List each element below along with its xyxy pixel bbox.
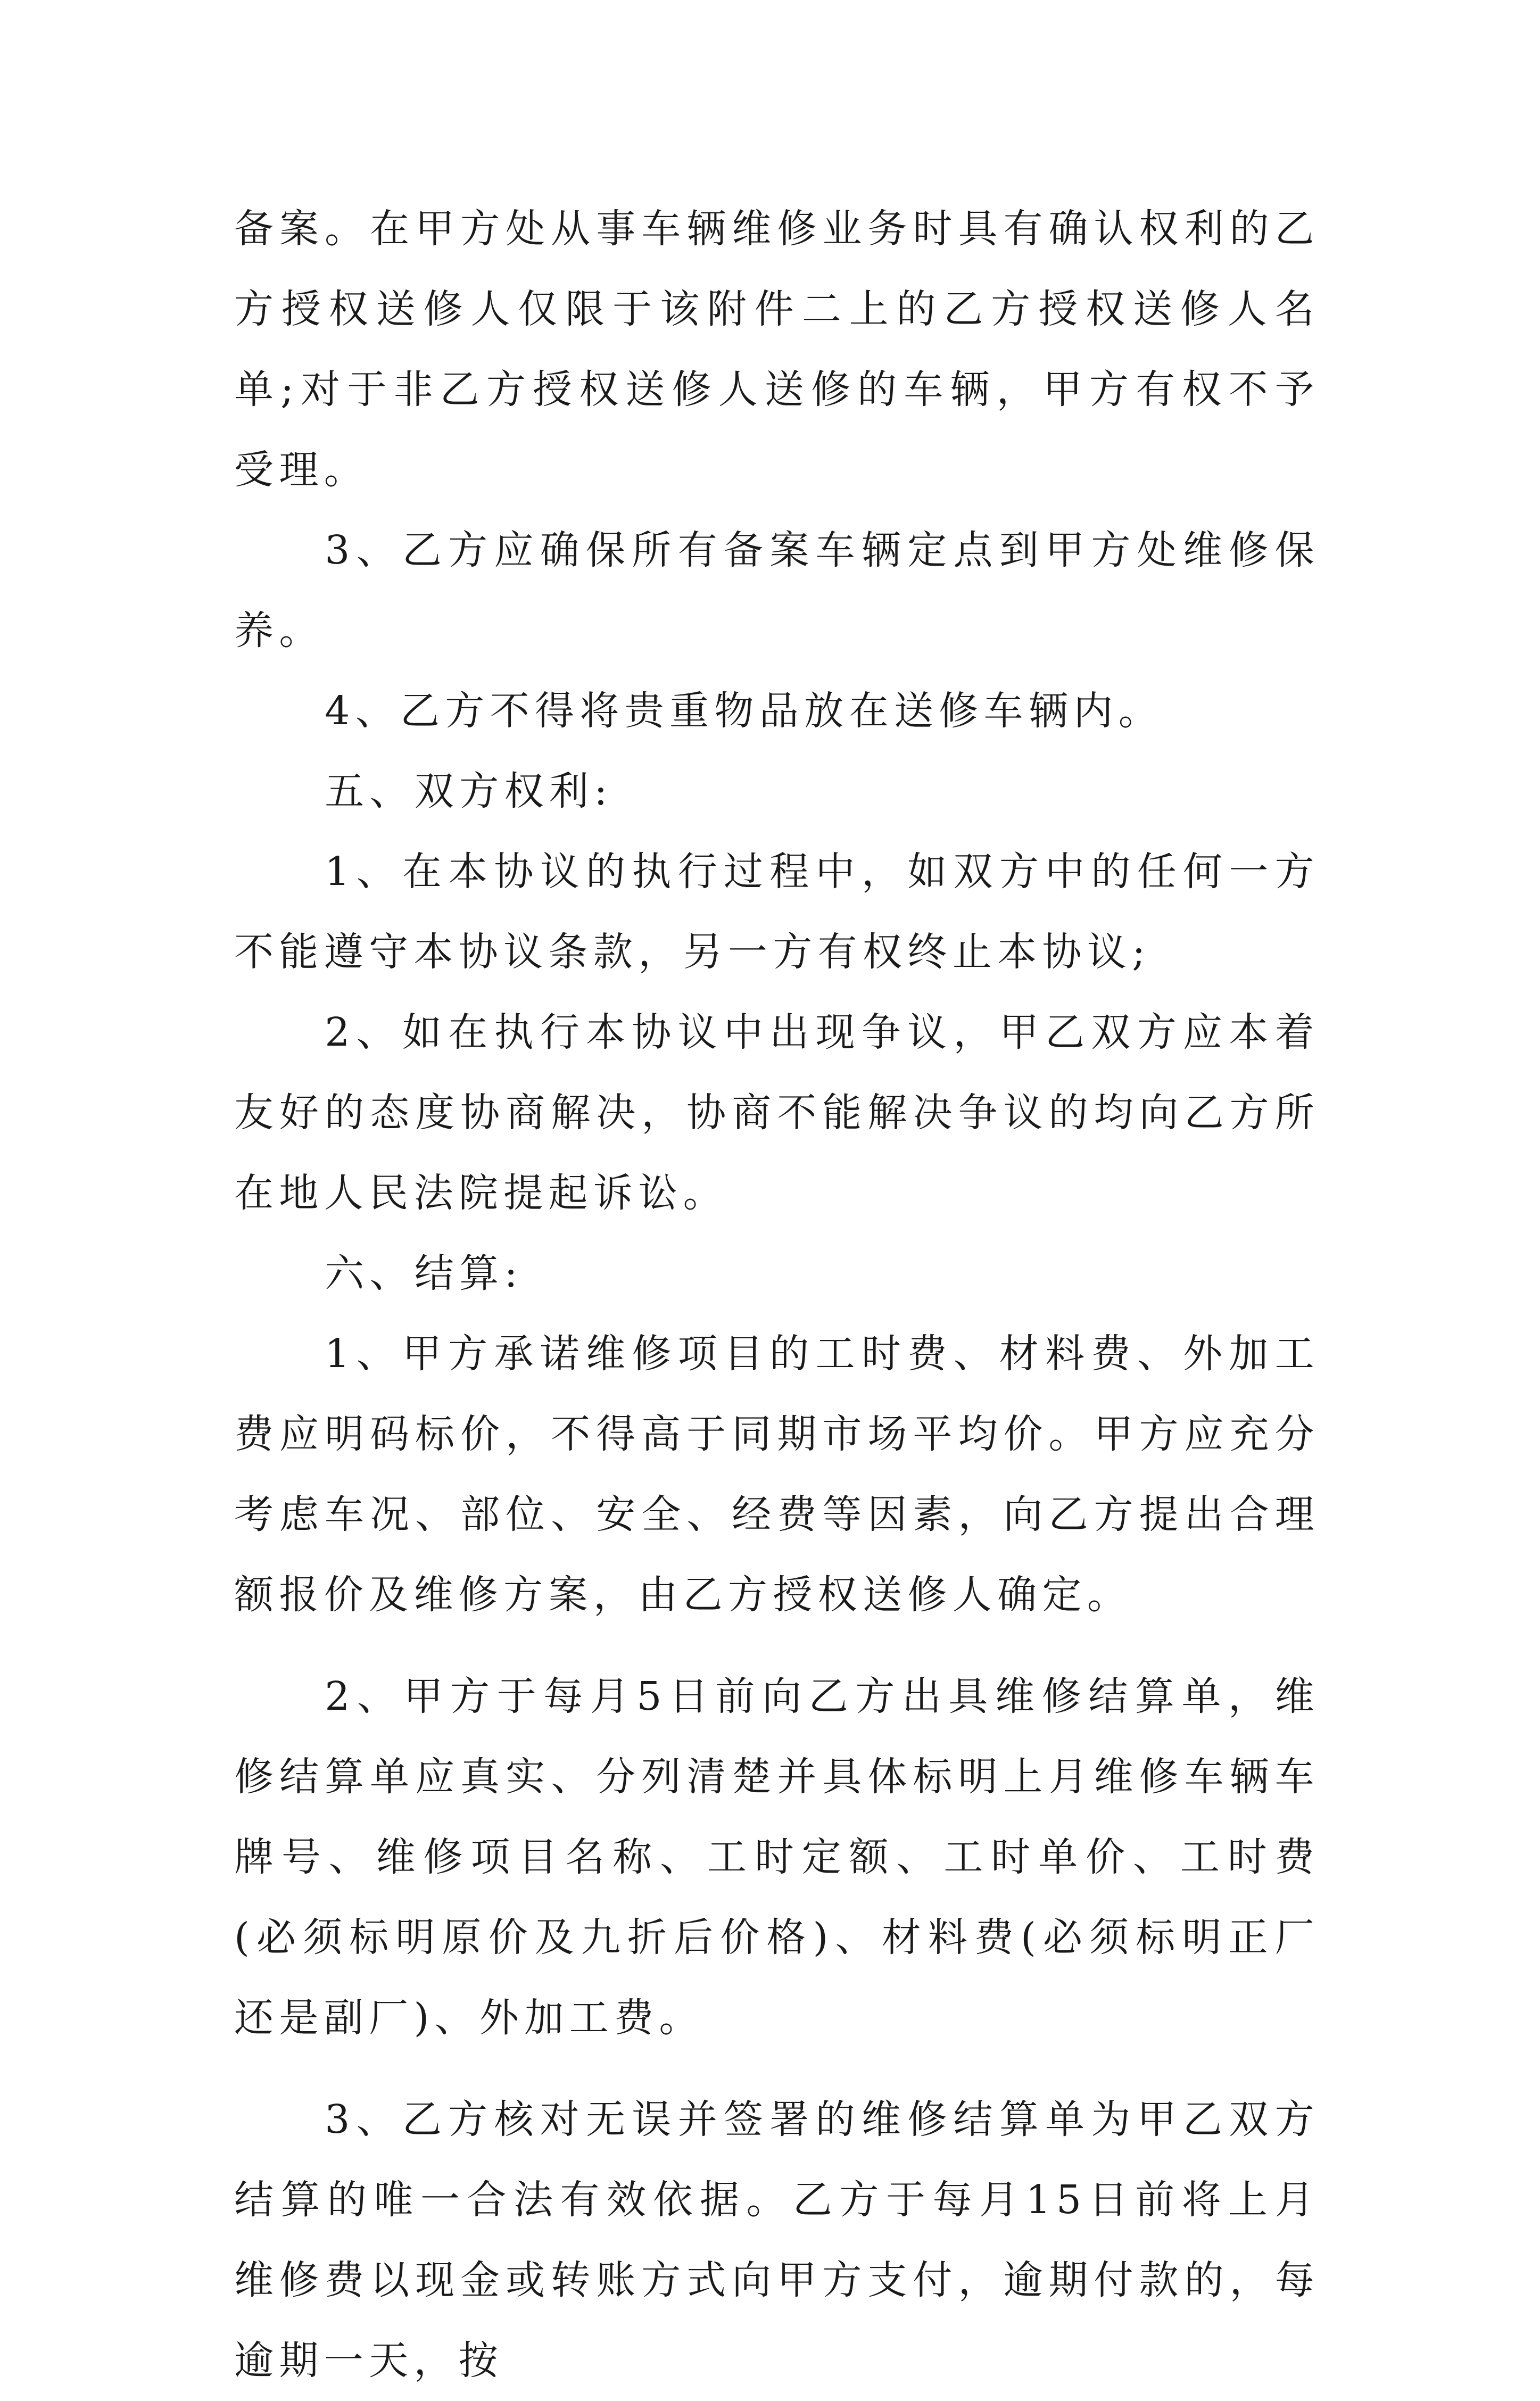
section-heading-6: 六、结算: — [325, 1251, 523, 1296]
paragraph-9: 2、甲方于每月5日前向乙方出具维修结算单，维修结算单应真实、分列清楚并具体标明上月维修车辆车牌号、维修项目名称、工时定额、工时单价、工时费(必须标明原价及九折后价格)、材料费(必须标明正厂还是副厂)、外加工费。 — [234, 1674, 1320, 2041]
paragraph-5: 1、在本协议的执行过程中，如双方中的任何一方不能遵守本协议条款，另一方有权终止本协议; — [234, 849, 1320, 975]
section-heading-5: 五、双方权利: — [325, 768, 613, 814]
paragraph-6: 2、如在执行本协议中出现争议，甲乙双方应本着友好的态度协商解决，协商不能解决争议的均向乙方所在地人民法院提起诉讼。 — [234, 1009, 1320, 1216]
paragraph-8: 1、甲方承诺维修项目的工时费、材料费、外加工费应明码标价，不得高于同期市场平均价。甲方应充分考虑车况、部位、安全、经费等因素，向乙方提出合理额报价及维修方案，由乙方授权送修人确定。 — [234, 1331, 1320, 1618]
paragraph-1: 备案。在甲方处从事车辆维修业务时具有确认权利的乙方授权送修人仅限于该附件二上的乙方授权送修人名单;对于非乙方授权送修人送修的车辆，甲方有权不予受理。 — [234, 206, 1320, 493]
paragraph-3: 4、乙方不得将贵重物品放在送修车辆内。 — [325, 688, 1164, 734]
paragraph-10: 3、乙方核对无误并签署的维修结算单为甲乙双方结算的唯一合法有效依据。乙方于每月15日前将上月维修费以现金或转账方式向甲方支付，逾期付款的，每逾期一天，按 — [234, 2097, 1320, 2383]
document-body — [234, 189, 1320, 2401]
paragraph-2: 3、乙方应确保所有备案车辆定点到甲方处维修保养。 — [234, 527, 1320, 653]
